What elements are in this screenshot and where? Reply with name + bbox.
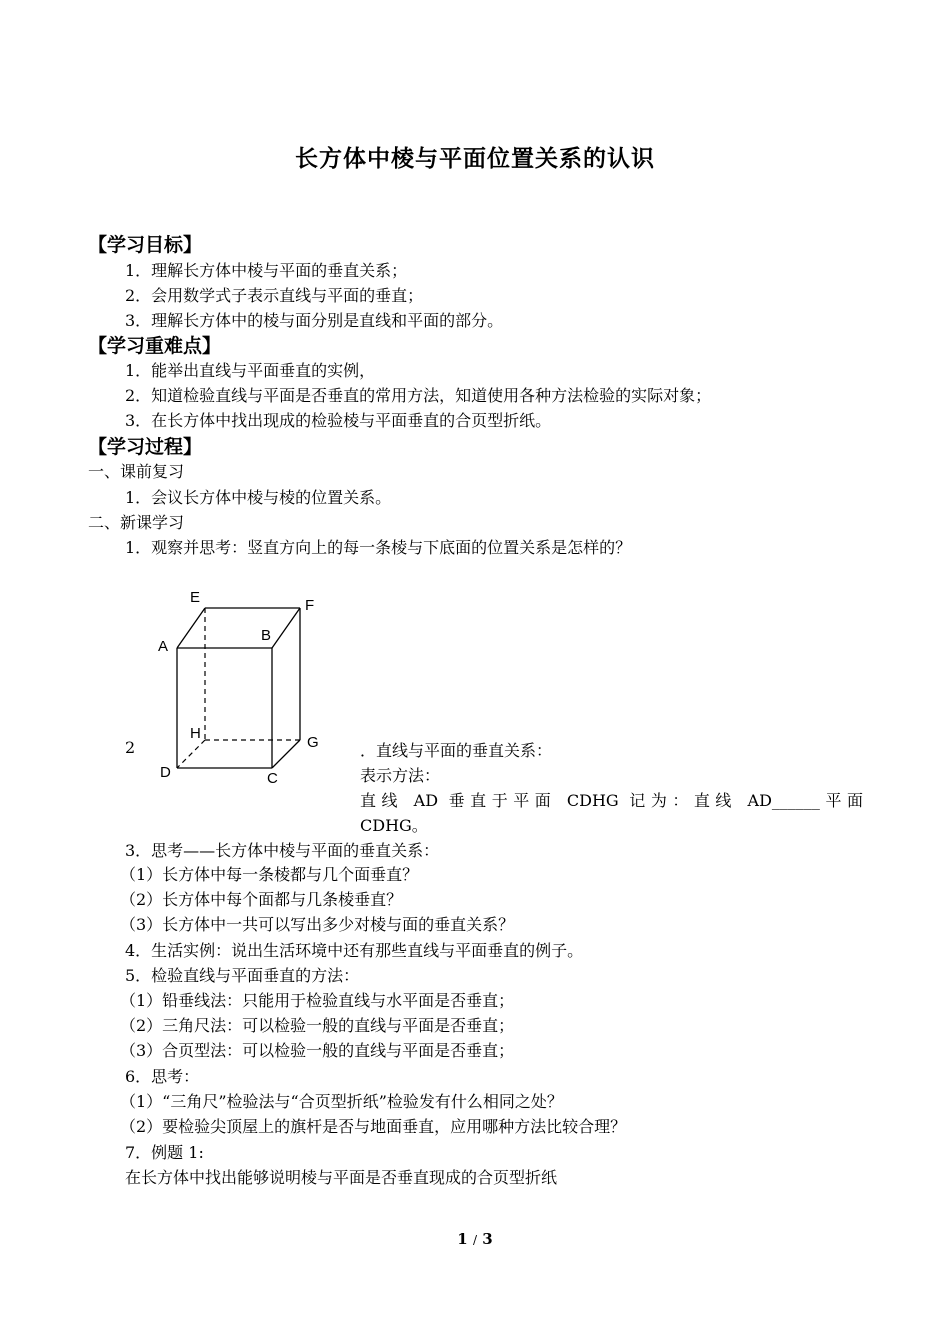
question-3-item: （2）长方体中每个面都与几条棱垂直？ (120, 890, 403, 909)
question-5-item: （1）铅垂线法：只能用于检验直线与水平面是否垂直； (120, 991, 515, 1010)
question-3-item: （3）长方体中一共可以写出多少对棱与面的垂直关系？ (120, 915, 515, 934)
question-2: ．直线与平面的垂直关系： (360, 741, 553, 760)
page-current: 1 (457, 1230, 468, 1248)
vertex-label-D: D (160, 764, 171, 781)
new-lesson-title: 二、新课学习 (88, 513, 185, 532)
edge-HD-hidden (177, 740, 205, 768)
vertex-label-F: F (305, 597, 315, 614)
question-5: 5．检验直线与平面垂直的方法： (125, 966, 360, 985)
review-item: 1．会议长方体中棱与棱的位置关系。 (125, 488, 392, 507)
example-1-text: 在长方体中找出能够说明棱与平面是否垂直现成的合页型折纸 (125, 1168, 558, 1187)
question-3: 3．思考——长方体中棱与平面的垂直关系： (125, 841, 440, 860)
vertex-label-E: E (190, 589, 201, 606)
edge-AE (177, 608, 205, 648)
question-7: 7．例题 1: (125, 1143, 204, 1162)
question-6-item: （1）“三角尺”检验法与“合页型折纸”检验发有什么相同之处？ (120, 1092, 563, 1111)
keypoint-item: 1．能举出直线与平面垂直的实例， (125, 361, 376, 380)
vertex-label-H: H (190, 725, 201, 742)
process-heading: 【学习过程】 (88, 436, 203, 458)
edge-BF (272, 608, 300, 648)
goals-heading: 【学习目标】 (88, 234, 203, 256)
edge-CG (272, 740, 300, 768)
question-4: 4．生活实例：说出生活环境中还有那些直线与平面垂直的例子。 (125, 941, 584, 960)
question-5-item: （3）合页型法：可以检验一般的直线与平面是否垂直； (120, 1041, 515, 1060)
vertex-label-A: A (158, 638, 169, 655)
notation-label: 表示方法： (360, 766, 441, 785)
goal-item: 2．会用数学式子表示直线与平面的垂直； (125, 286, 424, 305)
vertex-label-B: B (261, 627, 272, 644)
question-3-item: （1）长方体中每一条棱都与几个面垂直？ (120, 865, 419, 884)
vertex-label-C: C (267, 770, 278, 787)
question-2-number: 2 (125, 738, 136, 757)
goal-item: 1．理解长方体中棱与平面的垂直关系； (125, 261, 408, 280)
page-total: 3 (482, 1230, 493, 1248)
page-number (0, 1230, 950, 1248)
question-5-item: （2）三角尺法：可以检验一般的直线与平面是否垂直； (120, 1016, 515, 1035)
question-1: 1．观察并思考：竖直方向上的每一条棱与下底面的位置关系是怎样的？ (125, 538, 632, 557)
vertex-label-G: G (307, 734, 319, 751)
goal-item: 3．理解长方体中的棱与面分别是直线和平面的部分。 (125, 311, 504, 330)
question-6-item: （2）要检验尖顶屋上的旗杆是否与地面垂直，应用哪种方法比较合理？ (120, 1117, 627, 1136)
keypoints-heading: 【学习重难点】 (88, 335, 222, 357)
keypoint-item: 2．知道检验直线与平面是否垂直的常用方法，知道使用各种方法检验的实际对象； (125, 386, 712, 405)
question-6: 6．思考： (125, 1067, 200, 1086)
page-separator: / (472, 1233, 478, 1247)
keypoint-item: 3．在长方体中找出现成的检验棱与平面垂直的合页型折纸。 (125, 411, 552, 430)
cuboid-figure (150, 585, 330, 795)
page-title: 长方体中棱与平面位置关系的认识 (295, 146, 655, 172)
notation-example: 直线 AD 垂直于平面 CDHG 记为：直线 AD______平面 (360, 791, 863, 810)
notation-example-cont: CDHG。 (360, 816, 428, 835)
review-title: 一、课前复习 (88, 462, 185, 481)
